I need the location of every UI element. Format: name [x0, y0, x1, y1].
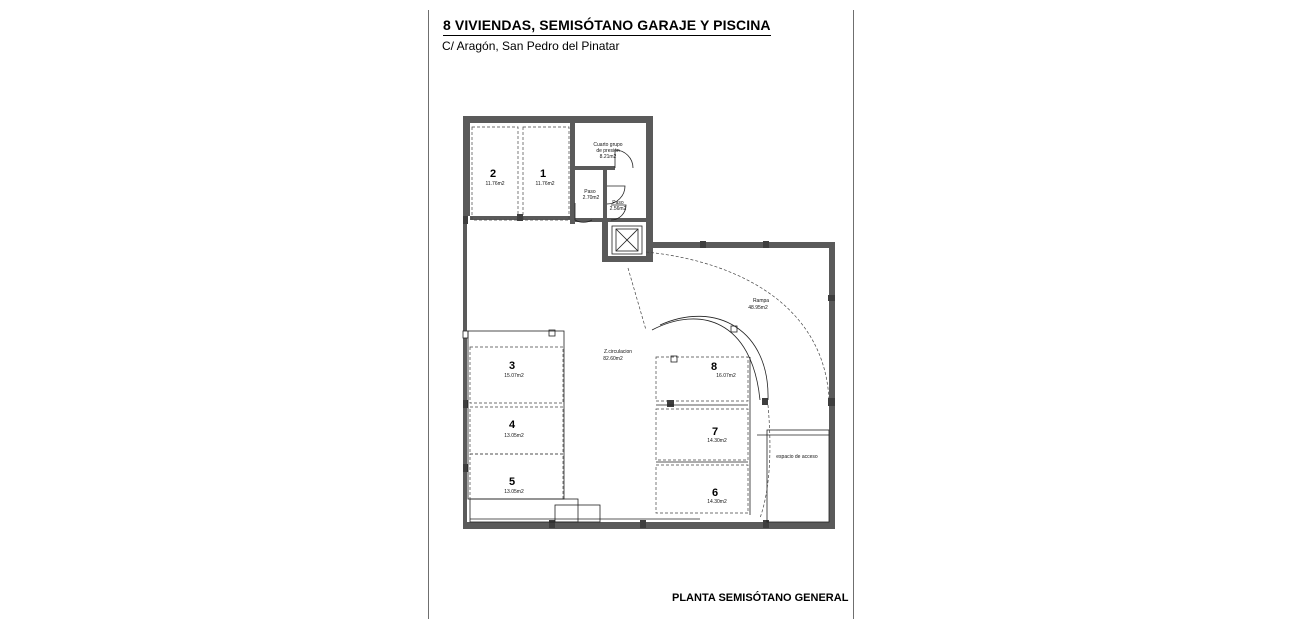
wall-bottom: [463, 522, 835, 529]
parking-number: 1: [539, 168, 547, 180]
column: [762, 398, 768, 405]
room-area: 48.95m2: [748, 305, 768, 311]
wall-left-lower: [463, 216, 467, 528]
ramp-outer-arc: [646, 252, 829, 400]
column: [463, 216, 468, 224]
parking-number: 4: [508, 419, 516, 431]
wall-paso-divider: [603, 170, 607, 224]
column: [828, 295, 835, 301]
room-name: Paso: [612, 200, 624, 206]
parking-area: 11.76m2: [485, 181, 505, 187]
outer-walls: [463, 116, 835, 529]
wall-room-divider: [570, 116, 575, 224]
parking-number: 7: [711, 426, 719, 438]
ramp: [628, 252, 829, 518]
column: [640, 520, 646, 528]
parking-top: [472, 127, 569, 220]
wall-top-right: [646, 242, 835, 248]
parking-area: 15.07m2: [504, 373, 524, 379]
column: [463, 400, 468, 408]
room-name: Cuarto grupo: [593, 142, 623, 148]
parking-space-4: [470, 407, 563, 454]
drawing-title: 8 VIVIENDAS, SEMISÓTANO GARAJE Y PISCINA: [443, 17, 771, 36]
access-space-outline: [767, 430, 829, 522]
parking-area: 14.30m2: [707, 499, 727, 505]
parking-space-7: [656, 409, 748, 460]
wall-top-left: [463, 116, 653, 123]
parking-zone-outline: [468, 331, 564, 499]
room-name: Paso: [584, 189, 596, 195]
room-name: espacio de acceso: [776, 454, 818, 460]
room-name: Z.circulacion: [603, 349, 633, 355]
bottom-step: [470, 499, 578, 522]
column: [549, 520, 555, 528]
parking-space-8: [656, 357, 748, 401]
access-space: [757, 430, 829, 522]
parking-right: [656, 357, 750, 515]
room-area: 2.70m2: [582, 195, 600, 201]
parking-number: 5: [508, 476, 516, 488]
room-area: 82.60m2: [603, 356, 623, 362]
plan-name: PLANTA SEMISÓTANO GENERAL: [672, 592, 849, 604]
room-name: de presión: [596, 148, 620, 154]
ramp-arc-lower: [760, 405, 770, 518]
ramp-line: [628, 268, 646, 330]
ramp-inner-curve: [652, 319, 760, 400]
parking-number: 8: [710, 361, 718, 373]
parking-number: 2: [489, 168, 497, 180]
parking-space-6: [656, 465, 748, 513]
wall-cuarto-bottom: [575, 166, 615, 170]
parking-area: 16.07m2: [716, 373, 736, 379]
wall-left-upper: [463, 116, 470, 216]
column: [463, 464, 468, 472]
parking-left: [468, 331, 700, 522]
column: [700, 241, 706, 248]
parking-area: 11.76m2: [535, 181, 555, 187]
wall-right-upper-block: [646, 116, 653, 262]
room-area: 2.56m2: [609, 206, 627, 212]
room-area: 8.21m2: [599, 154, 617, 160]
bottom-entry: [555, 505, 600, 522]
parking-area: 14.30m2: [707, 438, 727, 444]
column: [763, 241, 769, 248]
parking-area: 13.05m2: [504, 433, 524, 439]
parking-area: 13.05m2: [504, 489, 524, 495]
parking-number: 3: [508, 360, 516, 372]
column: [763, 520, 769, 528]
wall-right: [829, 242, 835, 529]
column-outline: [463, 331, 468, 338]
wall-core-bottom: [602, 256, 653, 262]
elevator: [612, 226, 642, 254]
drawing-subtitle: C/ Aragón, San Pedro del Pinatar: [442, 39, 620, 53]
wall-core-left: [602, 222, 608, 262]
parking-number: 6: [711, 487, 719, 499]
room-name: Rampa: [752, 298, 770, 304]
